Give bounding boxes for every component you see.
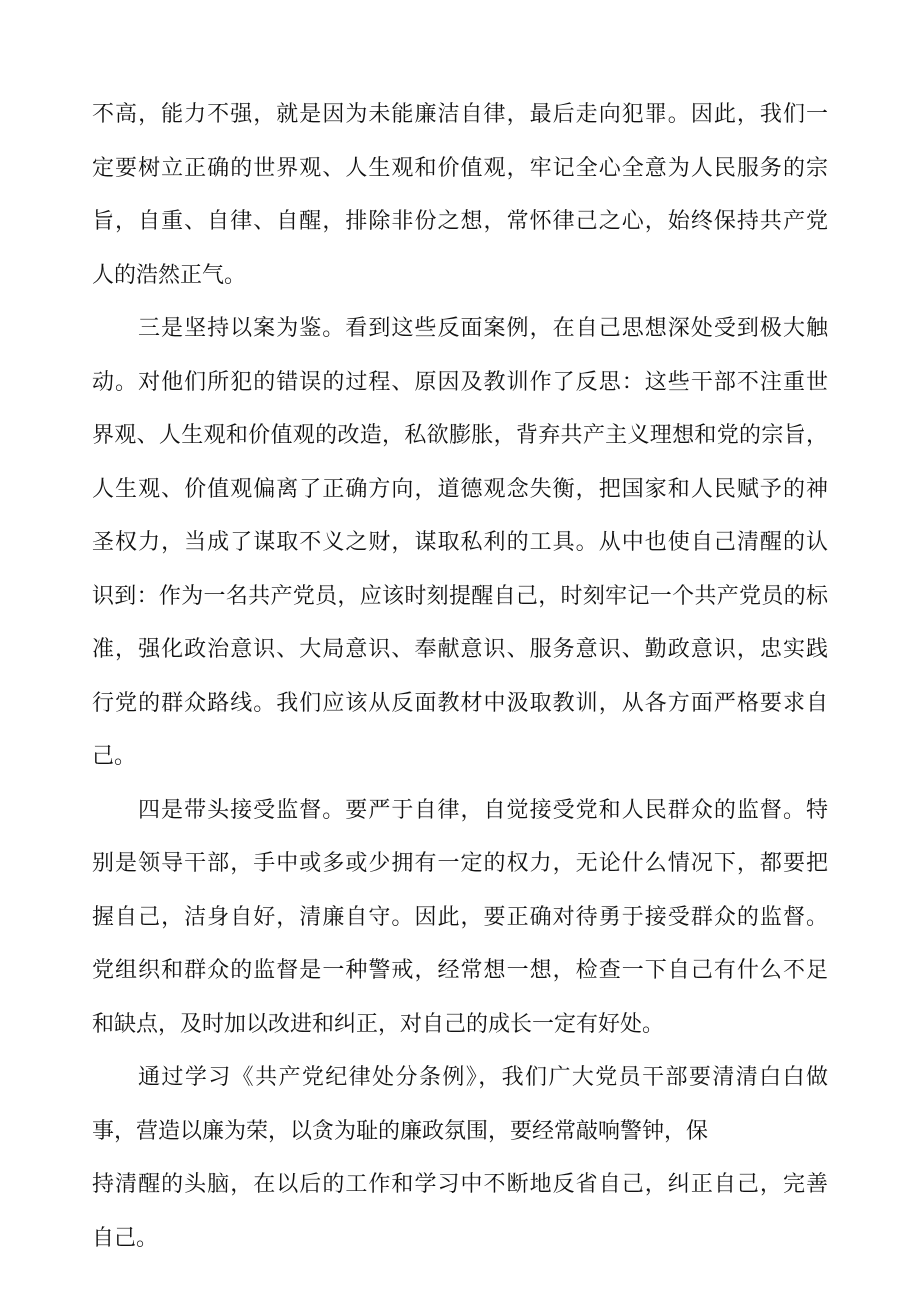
- text-line: 人生观、价值观偏离了正确方向，道德观念失衡，把国家和人民赋予的神: [92, 476, 828, 502]
- text-line: 握自己，洁身自好，清廉自守。因此，要正确对待勇于接受群众的监督。: [92, 904, 828, 930]
- text-line: 四是带头接受监督。要严于自律，自觉接受党和人民群众的监督。特: [138, 797, 828, 823]
- paragraph-three: [92, 302, 828, 784]
- text-line: 事，营造以廉为荣，以贪为耻的廉政氛围，要经常敲响警钟，保: [92, 1118, 709, 1144]
- text-line: 别是领导干部，手中或多或少拥有一定的权力，无论什么情况下，都要把: [92, 851, 828, 876]
- text-line: 旨，自重、自律、自醒，排除非份之想，常怀律己之心，始终保持共产党: [92, 209, 828, 234]
- text-line: 行党的群众路线。我们应该从反面教材中汲取教训，从各方面严格要求自: [92, 690, 828, 716]
- text-line: 人的浩然正气。: [92, 262, 247, 288]
- text-line: 准，强化政治意识、大局意识、奉献意识、服务意识、勤政意识，忠实践: [92, 637, 828, 662]
- document-page: [92, 88, 828, 1265]
- text-line: 持清醒的头脑，在以后的工作和学习中不断地反省自己，纠正自己，完善: [92, 1172, 828, 1197]
- text-line: 自己。: [92, 1225, 159, 1251]
- paragraph-continuation: [92, 88, 828, 302]
- text-line: 党组织和群众的监督是一种警戒，经常想一想，检查一下自己有什么不足: [92, 958, 828, 983]
- text-line: 识到：作为一名共产党员，应该时刻提醒自己，时刻牢记一个共产党员的标: [92, 583, 828, 609]
- text-line: 己。: [92, 744, 137, 769]
- paragraph-conclusion: [92, 1051, 828, 1265]
- paragraph-four: [92, 784, 828, 1052]
- text-line: 和缺点，及时加以改进和纠正，对自己的成长一定有好处。: [92, 1011, 665, 1037]
- text-line: 动。对他们所犯的错误的过程、原因及教训作了反思：这些干部不注重世: [92, 369, 828, 395]
- text-line: 三是坚持以案为鉴。看到这些反面案例，在自己思想深处受到极大触: [138, 316, 828, 341]
- text-line: 不高，能力不强，就是因为未能廉洁自律，最后走向犯罪。因此，我们一: [92, 102, 828, 127]
- text-line: 圣权力，当成了谋取不义之财，谋取私利的工具。从中也使自己清醒的认: [92, 530, 828, 555]
- text-line: 界观、人生观和价值观的改造，私欲膨胀，背弃共产主义理想和党的宗旨，: [92, 423, 828, 448]
- text-line: 通过学习《共产党纪律处分条例》，我们广大党员干部要清清白白做: [138, 1065, 828, 1090]
- text-line: 定要树立正确的世界观、人生观和价值观，牢记全心全意为人民服务的宗: [92, 155, 828, 181]
